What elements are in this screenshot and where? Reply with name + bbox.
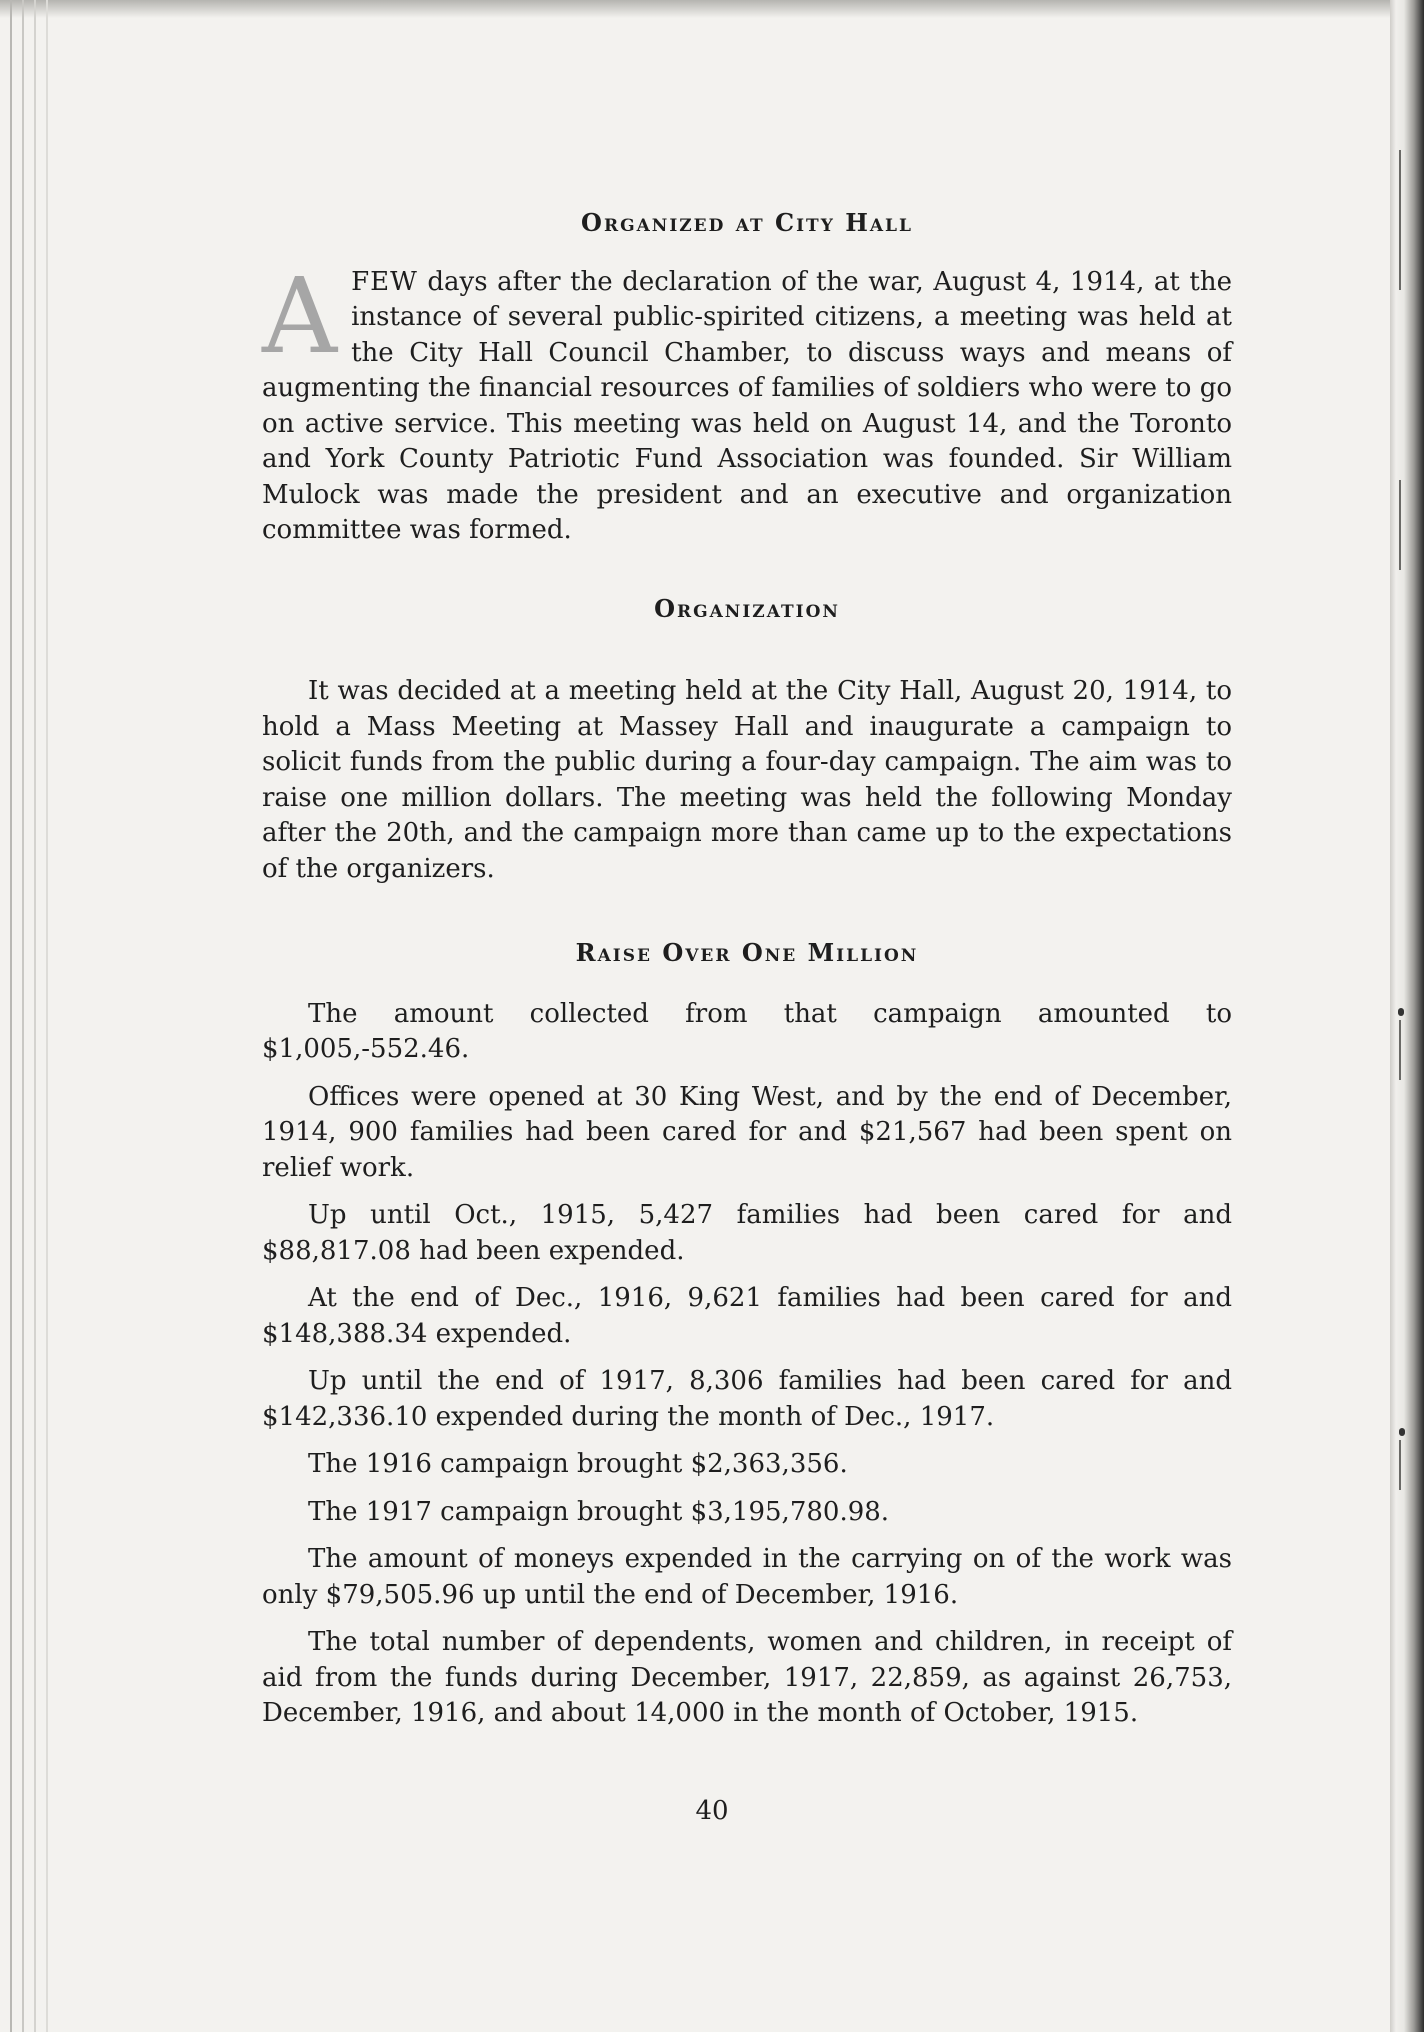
section-heading-organization: Organization <box>654 593 840 623</box>
page-right-edge <box>1390 0 1424 2032</box>
page-edge-mark <box>1399 150 1401 290</box>
first-word: FEW <box>351 266 418 297</box>
paragraph-dependents: The total number of dependents, women and children, in receipt of aid from the funds during December, 1917, 22,859, as against 26,753, December, 1916, and about 14,000 in the month of October, 1915. <box>262 1627 1232 1728</box>
page-top-shadow <box>0 0 1400 18</box>
page-edge-mark <box>1399 1440 1401 1490</box>
section-heading-organized: Organized at City Hall <box>581 208 913 237</box>
paragraph-dec-1916: At the end of Dec., 1916, 9,621 families had been cared for and $148,388.34 expended. <box>262 1283 1232 1349</box>
section-heading-raise: Raise Over One Million <box>575 938 919 967</box>
page-content <box>262 205 1232 1732</box>
scan-speck <box>1398 1008 1404 1016</box>
paragraph-text: days after the declaration of the war, August 4, 1914, at the instance of several public-spirited citizens, a meeting was held at the City Hall Council Chamber, to discuss ways and means of augmenting the financial resources of families of soldiers who were to go on active service. This meeting was held on August 14, and the Toronto and York County Patriotic Fund Association was founded. Sir William Mulock was made the president and an executive and organization committee was formed. <box>262 266 1232 545</box>
page-edge <box>10 0 12 2032</box>
page-edge <box>46 0 48 2032</box>
paragraph-organized <box>262 254 1232 549</box>
paragraph-1917-campaign: The 1917 campaign brought $3,195,780.98. <box>308 1496 890 1527</box>
paragraph-offices: Offices were opened at 30 King West, and by the end of December, 1914, 900 families had been cared for and $21,567 had been spent on relief work. <box>262 1081 1232 1183</box>
paragraph-1916-campaign: The 1916 campaign brought $2,363,356. <box>308 1449 848 1479</box>
paragraph-amount-collected: The amount collected from that campaign amounted to $1,005,-552.46. <box>262 998 1232 1064</box>
paragraph-oct-1915: Up until Oct., 1915, 5,427 families had been cared for and $88,817.08 had been expended. <box>262 1200 1232 1266</box>
paragraph-end-1917: Up until the end of 1917, 8,306 families had been cared for and $142,336.10 expended during the month of Dec., 1917. <box>262 1366 1232 1432</box>
drop-cap: A <box>262 254 338 377</box>
page-edge-mark <box>1399 1020 1401 1080</box>
page-edge <box>34 0 36 2032</box>
page-edge <box>22 0 24 2032</box>
paragraph-expenses: The amount of moneys expended in the carrying on of the work was only $79,505.96 up until the end of December, 1916. <box>262 1544 1232 1610</box>
paragraph-organization: It was decided at a meeting held at the City Hall, August 20, 1914, to hold a Mass Meeting at Massey Hall and inaugurate a campaign to solicit funds from the public during a four-day campaign. The aim was to raise one million dollars. The meeting was held the following Monday after the 20th, and the campaign more than came up to the expectations of the organizers. <box>262 676 1232 884</box>
page-edge-mark <box>1399 480 1401 570</box>
scan-speck <box>1399 1428 1405 1436</box>
page-number: 40 <box>695 1796 729 1826</box>
